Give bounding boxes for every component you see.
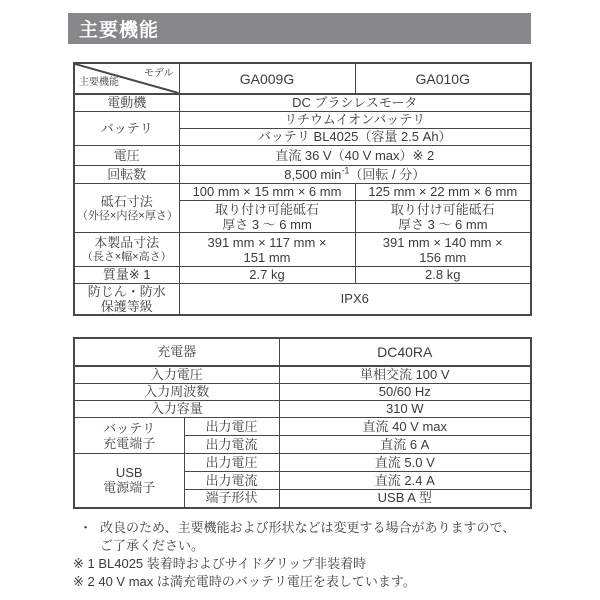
speed-number: 8,500 min — [284, 166, 342, 182]
table-row — [74, 94, 531, 112]
row-label-input-capacity: 入力容量 — [74, 401, 279, 418]
row-label-usb-output-current: 出力電流 — [184, 472, 279, 490]
protection-label-line1: 防じん・防水 — [87, 284, 166, 299]
protection-value: IPX6 — [179, 284, 531, 316]
mountable-line1: 取り付け可能砥石 — [214, 201, 319, 217]
dimensions-a — [179, 233, 355, 267]
usb-terminal-label-line1: USB — [115, 465, 143, 481]
row-label-voltage: 電圧 — [74, 146, 179, 166]
dimensions-label: 本製品寸法 — [94, 235, 160, 250]
section-titlebar — [68, 13, 531, 44]
dimensions-a-line1: 391 mm × 117 mm × — [207, 234, 327, 250]
table-row — [74, 418, 531, 436]
main-spec-table — [73, 62, 532, 316]
mountable-wheel-b — [355, 201, 531, 233]
dimensions-b-line1: 391 mm × 140 mm × — [382, 234, 503, 250]
battery-model-value: バッテリ BL4025（容量 2.5 Ah） — [179, 129, 531, 146]
table-row — [74, 284, 531, 316]
row-label-speed: 回転数 — [74, 166, 179, 184]
corner-model-label: モデル — [144, 68, 174, 79]
speed-unit-note: （回転 / 分） — [349, 166, 426, 182]
model-b-header: GA010G — [355, 63, 531, 94]
wheel-size-a: 100 mm × 15 mm × 6 mm — [179, 184, 355, 201]
row-label-battery-terminal — [74, 418, 184, 454]
input-voltage-value: 単相交流 100 V — [279, 366, 531, 384]
table-row — [74, 233, 531, 267]
section-title: 主要機能 — [79, 20, 160, 41]
charger-spec-table — [73, 337, 532, 509]
usb-terminal-label-line2: 電源端子 — [103, 480, 156, 496]
table-row — [74, 401, 531, 418]
disclaimer-note — [73, 519, 553, 555]
model-a-header: GA009G — [179, 63, 355, 94]
bullet-marker: ・ — [79, 520, 93, 535]
row-label-usb-output-voltage: 出力電圧 — [184, 454, 279, 472]
dimensions-a-line2: 151 mm — [243, 249, 291, 265]
wheel-size-b: 125 mm × 22 mm × 6 mm — [355, 184, 531, 201]
weight-a: 2.7 kg — [179, 267, 355, 284]
footnote-1: ※ 1 BL4025 装着時およびサイドグリップ非装着時 — [73, 556, 367, 571]
protection-label-line2: 保護等級 — [100, 299, 153, 314]
input-capacity-value: 310 W — [279, 401, 531, 418]
voltage-value: 直流 36 V（40 V max）※ 2 — [179, 146, 531, 166]
mountable-line2: 厚さ 3 ～ 6 mm — [222, 216, 312, 232]
usb-output-voltage-value: 直流 5.0 V — [279, 454, 531, 472]
row-label-input-voltage: 入力電圧 — [74, 366, 279, 384]
wheel-label: 砥石寸法 — [100, 193, 153, 209]
footnote-2: ※ 2 40 V max は満充電時のバッテリ電圧を表しています。 — [73, 574, 416, 589]
battery-type-value: リチウムイオンバッテリ — [179, 112, 531, 129]
table-row — [74, 112, 531, 129]
row-label-batt-output-voltage: 出力電圧 — [184, 418, 279, 436]
row-label-input-frequency: 入力周波数 — [74, 384, 279, 401]
row-label-protection — [74, 284, 179, 316]
row-label-weight: 質量※ 1 — [74, 267, 179, 284]
row-label-dimensions — [74, 233, 179, 267]
corner-features-label: 主要機能 — [79, 77, 119, 88]
battery-terminal-label-line2: 充電端子 — [103, 435, 156, 451]
weight-b: 2.8 kg — [355, 267, 531, 284]
table-row — [74, 366, 531, 384]
charger-header-label: 充電器 — [74, 338, 279, 366]
table-row — [74, 384, 531, 401]
motor-value: DC ブラシレスモータ — [179, 94, 531, 112]
charger-model: DC40RA — [279, 338, 531, 366]
row-label-battery: バッテリ — [74, 112, 179, 146]
disclaimer-line1: 改良のため、主要機能および形状などは変更する場合がありますので、 — [100, 520, 516, 535]
batt-output-current-value: 直流 6 A — [279, 436, 531, 454]
table-row — [74, 184, 531, 201]
mountable-line2: 厚さ 3 ～ 6 mm — [397, 216, 488, 232]
row-label-wheel-size — [74, 184, 179, 233]
table-row — [74, 146, 531, 166]
dimensions-b-line2: 156 mm — [419, 249, 467, 265]
wheel-label-sub: （外径×内径×厚さ） — [77, 209, 178, 222]
dimensions-b — [355, 233, 531, 267]
row-label-usb-terminal — [74, 454, 184, 508]
speed-value — [179, 166, 531, 184]
row-label-motor: 電動機 — [74, 94, 179, 112]
mountable-wheel-a — [179, 201, 355, 233]
corner-header-cell — [74, 63, 179, 94]
mountable-line1: 取り付け可能砥石 — [390, 201, 495, 217]
table-row — [74, 166, 531, 184]
speed-superscript: -1 — [341, 165, 350, 176]
battery-terminal-label-line1: バッテリ — [103, 420, 156, 436]
usb-connector-type-value: USB A 型 — [279, 490, 531, 508]
dimensions-label-sub: （長さ×幅×高さ） — [81, 251, 172, 263]
row-label-usb-connector-type: 端子形状 — [184, 490, 279, 508]
table-row — [74, 267, 531, 284]
batt-output-voltage-value: 直流 40 V max — [279, 418, 531, 436]
footer-notes — [73, 519, 553, 591]
table-row — [74, 454, 531, 472]
usb-output-current-value: 直流 2.4 A — [279, 472, 531, 490]
row-label-batt-output-current: 出力電流 — [184, 436, 279, 454]
input-frequency-value: 50/60 Hz — [279, 384, 531, 401]
disclaimer-line2: ご了承ください。 — [100, 538, 205, 553]
